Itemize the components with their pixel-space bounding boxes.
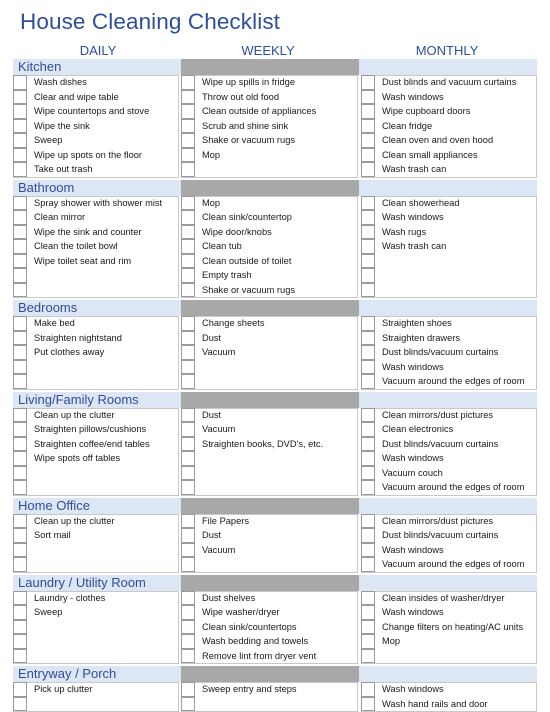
- checkbox-weekly[interactable]: [181, 591, 195, 606]
- checkbox-monthly[interactable]: [361, 422, 375, 437]
- checkbox-daily[interactable]: [13, 133, 27, 148]
- task-weekly: Clean outside of appliances: [202, 106, 317, 116]
- task-daily: Pick up clutter: [34, 684, 93, 694]
- checkbox-daily[interactable]: [13, 557, 27, 572]
- checkbox-weekly[interactable]: [181, 360, 195, 375]
- task-weekly: Mop: [202, 197, 221, 208]
- checkbox-weekly[interactable]: [181, 239, 195, 254]
- table-row: [0, 408, 550, 423]
- checkbox-monthly[interactable]: [361, 90, 375, 105]
- checkbox-daily[interactable]: [13, 210, 27, 225]
- checkbox-daily[interactable]: [13, 514, 27, 529]
- table-row: [0, 119, 550, 134]
- checkbox-daily[interactable]: [13, 331, 27, 346]
- checkbox-monthly[interactable]: [361, 75, 375, 90]
- task-daily: Sweep: [34, 607, 63, 617]
- checkbox-daily[interactable]: [13, 634, 27, 649]
- section-header: [13, 575, 537, 591]
- checkbox-weekly[interactable]: [181, 422, 195, 437]
- checkbox-daily[interactable]: [13, 316, 27, 331]
- task-weekly: Vacuum: [202, 544, 236, 555]
- checkbox-weekly[interactable]: [181, 210, 195, 225]
- checkbox-daily[interactable]: [13, 104, 27, 119]
- task-weekly: Wash bedding and towels: [202, 636, 309, 646]
- checkbox-monthly[interactable]: [361, 466, 375, 481]
- task-daily: Wipe spots off tables: [34, 453, 121, 463]
- checkbox-monthly[interactable]: [361, 682, 375, 697]
- task-daily: Straighten coffee/end tables: [34, 438, 150, 449]
- checkbox-weekly[interactable]: [181, 466, 195, 481]
- task-daily: Wipe the sink and counter: [34, 226, 142, 237]
- task-monthly: Wash windows: [382, 91, 444, 102]
- task-weekly: Dust: [202, 409, 222, 420]
- table-row: [0, 682, 550, 697]
- task-monthly: Vacuum around the edges of room: [382, 376, 525, 386]
- table-row: [0, 104, 550, 119]
- task-monthly: Vacuum around the edges of room: [382, 482, 525, 492]
- checkbox-weekly[interactable]: [181, 225, 195, 240]
- checkbox-monthly[interactable]: [361, 591, 375, 606]
- checkbox-monthly[interactable]: [361, 316, 375, 331]
- checkbox-weekly[interactable]: [181, 557, 195, 572]
- column-header-monthly: MONTHLY: [415, 43, 479, 58]
- table-row: [0, 620, 550, 635]
- checkbox-monthly[interactable]: [361, 543, 375, 558]
- checkbox-daily[interactable]: [13, 90, 27, 105]
- checkbox-weekly[interactable]: [181, 196, 195, 211]
- task-monthly: Wash windows: [382, 361, 444, 372]
- table-row: [0, 90, 550, 105]
- task-monthly: Wash rugs: [382, 226, 427, 237]
- checkbox-monthly[interactable]: [361, 437, 375, 452]
- checkbox-monthly[interactable]: [361, 528, 375, 543]
- checkbox-monthly[interactable]: [361, 331, 375, 346]
- table-row: [0, 557, 550, 572]
- checkbox-weekly[interactable]: [181, 316, 195, 331]
- task-weekly: Throw out old food: [202, 91, 280, 102]
- section-band-monthly: [359, 498, 537, 514]
- table-row: [0, 133, 550, 148]
- checkbox-weekly[interactable]: [181, 451, 195, 466]
- table-row: [0, 225, 550, 240]
- table-row: [0, 75, 550, 90]
- task-monthly: Clean insides of washer/dryer: [382, 592, 505, 603]
- checkbox-daily[interactable]: [13, 239, 27, 254]
- section-title: Living/Family Rooms: [18, 391, 139, 407]
- task-daily: Wipe the sink: [34, 120, 90, 131]
- checkbox-daily[interactable]: [13, 408, 27, 423]
- checkbox-weekly[interactable]: [181, 133, 195, 148]
- checkbox-daily[interactable]: [13, 283, 27, 298]
- table-row: [0, 162, 550, 177]
- section-header: [13, 180, 537, 196]
- checkbox-weekly[interactable]: [181, 682, 195, 697]
- table-row: [0, 268, 550, 283]
- checkbox-weekly[interactable]: [181, 649, 195, 664]
- task-weekly: Dust: [202, 332, 222, 343]
- checkbox-weekly[interactable]: [181, 331, 195, 346]
- task-monthly: Clean showerhead: [382, 197, 460, 208]
- checkbox-weekly[interactable]: [181, 634, 195, 649]
- section-band-weekly: [181, 300, 359, 316]
- task-monthly: Wash windows: [382, 453, 444, 463]
- checkbox-daily[interactable]: [13, 466, 27, 481]
- section-band-monthly: [359, 59, 537, 75]
- checkbox-weekly[interactable]: [181, 408, 195, 423]
- checkbox-monthly[interactable]: [361, 374, 375, 389]
- checkbox-monthly[interactable]: [361, 119, 375, 134]
- task-daily: Straighten pillows/cushions: [34, 424, 147, 434]
- section-header: [13, 498, 537, 514]
- checkbox-monthly[interactable]: [361, 210, 375, 225]
- table-row: [0, 360, 550, 375]
- task-daily: Take out trash: [34, 164, 93, 174]
- checkbox-daily[interactable]: [13, 649, 27, 664]
- task-daily: Clean up the clutter: [34, 409, 115, 420]
- task-weekly: Wipe up spills in fridge: [202, 77, 296, 87]
- task-weekly: Vacuum: [202, 347, 236, 357]
- task-monthly: Wash hand rails and door: [382, 698, 488, 709]
- column-header-weekly: WEEKLY: [241, 43, 295, 58]
- section-title: Laundry / Utility Room: [18, 574, 146, 590]
- table-row: [0, 345, 550, 360]
- task-monthly: Clean oven and oven hood: [382, 135, 494, 145]
- checkbox-monthly[interactable]: [361, 557, 375, 572]
- task-weekly: Shake or vacuum rugs: [202, 284, 296, 295]
- checkbox-monthly[interactable]: [361, 345, 375, 360]
- table-row: [0, 514, 550, 529]
- checkbox-weekly[interactable]: [181, 697, 195, 712]
- checkbox-monthly[interactable]: [361, 104, 375, 119]
- task-monthly: Dust blinds and vacuum curtains: [382, 77, 517, 87]
- table-row: [0, 239, 550, 254]
- task-daily: Spray shower with shower mist: [34, 197, 163, 208]
- checkbox-weekly[interactable]: [181, 514, 195, 529]
- checkbox-daily[interactable]: [13, 437, 27, 452]
- checkbox-daily[interactable]: [13, 682, 27, 697]
- task-daily: Put clothes away: [34, 347, 105, 357]
- section-band-weekly: [181, 59, 359, 75]
- checkbox-weekly[interactable]: [181, 374, 195, 389]
- checkbox-monthly[interactable]: [361, 239, 375, 254]
- checkbox-weekly[interactable]: [181, 605, 195, 620]
- task-daily: Sort mail: [34, 530, 71, 540]
- checkbox-weekly[interactable]: [181, 480, 195, 495]
- task-daily: Wipe countertops and stove: [34, 106, 150, 116]
- checkbox-monthly[interactable]: [361, 514, 375, 529]
- table-row: [0, 697, 550, 712]
- task-weekly: Clean outside of toilet: [202, 255, 292, 266]
- task-monthly: Clean small appliances: [382, 149, 478, 160]
- checkbox-daily[interactable]: [13, 591, 27, 606]
- table-row: [0, 210, 550, 225]
- task-daily: Wipe toilet seat and rim: [34, 255, 132, 266]
- checkbox-daily[interactable]: [13, 254, 27, 269]
- task-monthly: Wash windows: [382, 212, 444, 222]
- task-daily: Wipe up spots on the floor: [34, 149, 143, 160]
- task-monthly: Dust blinds/vacuum curtains: [382, 530, 499, 540]
- table-row: [0, 466, 550, 481]
- task-monthly: Clean electronics: [382, 424, 454, 434]
- checkbox-weekly[interactable]: [181, 437, 195, 452]
- task-weekly: Scrub and shine sink: [202, 120, 289, 131]
- task-monthly: Wash trash can: [382, 164, 447, 174]
- checkbox-monthly[interactable]: [361, 162, 375, 177]
- task-monthly: Clean mirrors/dust pictures: [382, 409, 494, 420]
- checkbox-daily[interactable]: [13, 422, 27, 437]
- section-header: [13, 300, 537, 316]
- checkbox-daily[interactable]: [13, 119, 27, 134]
- table-row: [0, 451, 550, 466]
- checkbox-monthly[interactable]: [361, 360, 375, 375]
- checkbox-weekly[interactable]: [181, 620, 195, 635]
- checkbox-weekly[interactable]: [181, 254, 195, 269]
- task-monthly: Clean fridge: [382, 120, 433, 131]
- checkbox-daily[interactable]: [13, 374, 27, 389]
- table-row: [0, 316, 550, 331]
- task-weekly: Clean tub: [202, 241, 242, 251]
- checkbox-daily[interactable]: [13, 268, 27, 283]
- task-daily: Laundry - clothes: [34, 592, 106, 603]
- checkbox-monthly[interactable]: [361, 133, 375, 148]
- task-monthly: Dust blinds/vacuum curtains: [382, 438, 499, 449]
- section-title: Entryway / Porch: [18, 666, 117, 681]
- section-header: [13, 59, 537, 75]
- checkbox-weekly[interactable]: [181, 90, 195, 105]
- task-monthly: Vacuum couch: [382, 467, 443, 478]
- checkbox-weekly[interactable]: [181, 528, 195, 543]
- checkbox-monthly[interactable]: [361, 268, 375, 283]
- column-header-daily: DAILY: [79, 43, 117, 58]
- table-row: [0, 480, 550, 495]
- checkbox-daily[interactable]: [13, 543, 27, 558]
- table-row: [0, 605, 550, 620]
- task-monthly: Wash trash can: [382, 241, 447, 251]
- task-monthly: Wash windows: [382, 607, 444, 617]
- checkbox-weekly[interactable]: [181, 104, 195, 119]
- task-daily: Clean mirror: [34, 212, 86, 222]
- task-monthly: Mop: [382, 636, 401, 646]
- checkbox-monthly[interactable]: [361, 605, 375, 620]
- checkbox-weekly[interactable]: [181, 75, 195, 90]
- table-row: [0, 331, 550, 346]
- table-row: [0, 422, 550, 437]
- task-monthly: Dust blinds/vacuum curtains: [382, 347, 499, 357]
- task-daily: Clean the toilet bowl: [34, 241, 118, 251]
- checkbox-daily[interactable]: [13, 620, 27, 635]
- checkbox-monthly[interactable]: [361, 634, 375, 649]
- checkbox-weekly[interactable]: [181, 119, 195, 134]
- task-weekly: Wipe door/knobs: [202, 226, 272, 237]
- task-weekly: Shake or vacuum rugs: [202, 135, 296, 145]
- checkbox-monthly[interactable]: [361, 148, 375, 163]
- task-daily: Straighten nightstand: [34, 332, 122, 343]
- table-row: [0, 374, 550, 389]
- task-daily: Wash dishes: [34, 77, 87, 87]
- table-row: [0, 591, 550, 606]
- checkbox-daily[interactable]: [13, 480, 27, 495]
- section-title: Bathroom: [18, 179, 75, 195]
- checkbox-daily[interactable]: [13, 605, 27, 620]
- checkbox-daily[interactable]: [13, 162, 27, 177]
- task-daily: Sweep: [34, 135, 63, 145]
- checkbox-daily[interactable]: [13, 360, 27, 375]
- task-weekly: Wipe washer/dryer: [202, 607, 280, 617]
- section-header: [13, 666, 537, 682]
- checkbox-monthly[interactable]: [361, 408, 375, 423]
- checkbox-weekly[interactable]: [181, 283, 195, 298]
- checkbox-monthly[interactable]: [361, 649, 375, 664]
- task-weekly: Dust shelves: [202, 592, 256, 603]
- task-monthly: Change filters on heating/AC units: [382, 621, 524, 632]
- task-weekly: Remove lint from dryer vent: [202, 650, 317, 661]
- task-monthly: Vacuum around the edges of room: [382, 559, 525, 569]
- checkbox-daily[interactable]: [13, 528, 27, 543]
- task-monthly: Straighten shoes: [382, 318, 452, 328]
- checkbox-daily[interactable]: [13, 75, 27, 90]
- checkbox-weekly[interactable]: [181, 543, 195, 558]
- section-band-monthly: [359, 575, 537, 591]
- table-row: [0, 634, 550, 649]
- checkbox-monthly[interactable]: [361, 697, 375, 712]
- checkbox-monthly[interactable]: [361, 283, 375, 298]
- page-title: House Cleaning Checklist: [20, 9, 281, 34]
- task-weekly: Vacuum: [202, 424, 236, 434]
- section-band-weekly: [181, 666, 359, 682]
- section-title: Kitchen: [18, 59, 62, 74]
- task-weekly: Clean sink/countertop: [202, 212, 292, 222]
- section-band-monthly: [359, 300, 537, 316]
- checkbox-daily[interactable]: [13, 697, 27, 712]
- task-monthly: Wash windows: [382, 684, 444, 694]
- checkbox-daily[interactable]: [13, 148, 27, 163]
- table-row: [0, 437, 550, 452]
- checkbox-daily[interactable]: [13, 345, 27, 360]
- checkbox-weekly[interactable]: [181, 268, 195, 283]
- section-title: Bedrooms: [18, 300, 78, 315]
- checkbox-monthly[interactable]: [361, 225, 375, 240]
- section-band-weekly: [181, 180, 359, 196]
- section-band-weekly: [181, 575, 359, 591]
- task-daily: Make bed: [34, 318, 75, 328]
- section-band-monthly: [359, 180, 537, 196]
- task-weekly: Clean sink/countertops: [202, 621, 297, 632]
- task-weekly: Sweep entry and steps: [202, 684, 297, 694]
- table-row: [0, 283, 550, 298]
- table-row: [0, 254, 550, 269]
- checkbox-daily[interactable]: [13, 451, 27, 466]
- table-row: [0, 528, 550, 543]
- task-weekly: Straighten books, DVD's, etc.: [202, 438, 324, 449]
- task-daily: Clear and wipe table: [34, 91, 119, 102]
- table-row: [0, 649, 550, 664]
- checkbox-daily[interactable]: [13, 225, 27, 240]
- task-weekly: Empty trash: [202, 270, 252, 280]
- task-daily: Clean up the clutter: [34, 515, 115, 526]
- section-band-monthly: [359, 666, 537, 682]
- table-row: [0, 148, 550, 163]
- section-band-weekly: [181, 392, 359, 408]
- task-weekly: File Papers: [202, 515, 250, 526]
- task-monthly: Wash windows: [382, 544, 444, 555]
- task-monthly: Straighten drawers: [382, 332, 461, 343]
- table-row: [0, 196, 550, 211]
- section-header: [13, 392, 537, 408]
- checkbox-monthly[interactable]: [361, 451, 375, 466]
- checkbox-monthly[interactable]: [361, 254, 375, 269]
- section-band-weekly: [181, 498, 359, 514]
- checkbox-weekly[interactable]: [181, 162, 195, 177]
- task-monthly: Wipe cupboard doors: [382, 106, 471, 116]
- checkbox-monthly[interactable]: [361, 480, 375, 495]
- section-title: Home Office: [18, 497, 91, 513]
- checkbox-weekly[interactable]: [181, 345, 195, 360]
- table-row: [0, 543, 550, 558]
- task-monthly: Clean mirrors/dust pictures: [382, 515, 494, 526]
- checkbox-monthly[interactable]: [361, 620, 375, 635]
- section-band-monthly: [359, 392, 537, 408]
- checkbox-weekly[interactable]: [181, 148, 195, 163]
- task-weekly: Change sheets: [202, 318, 265, 328]
- checkbox-daily[interactable]: [13, 196, 27, 211]
- task-weekly: Mop: [202, 149, 221, 160]
- task-weekly: Dust: [202, 530, 222, 540]
- checkbox-monthly[interactable]: [361, 196, 375, 211]
